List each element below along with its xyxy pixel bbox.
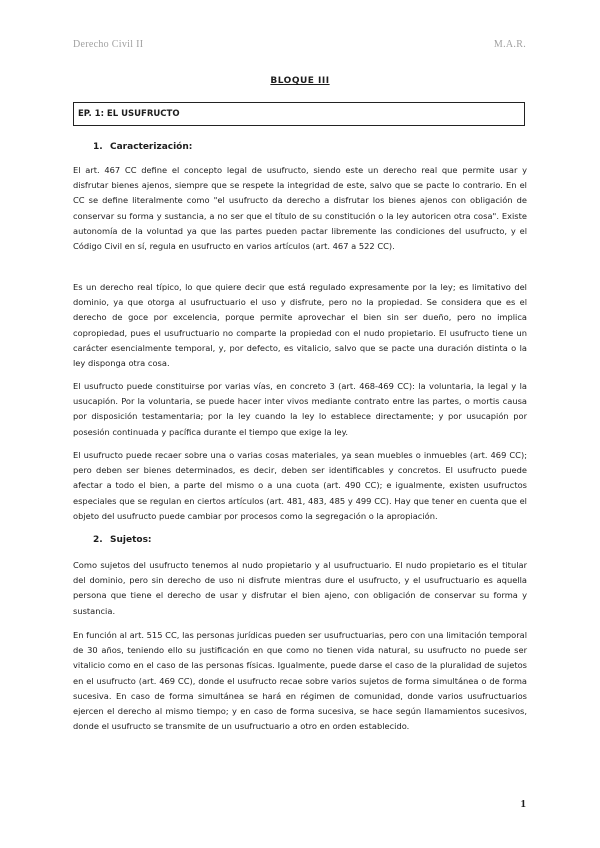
paragraph-object: El usufructo puede recaer sobre una o varias cosas materiales, ya sean muebles o inmuebles (art. 469 CC); pero deben ser bienes determinados, es decir, deben ser identificables y concretos. El usufructo puede afectar a todo el bien, a parte del mismo o a una cuota (art. 490 CC); e igualmente, existen usufructos especiales que se regulan en ciertos artículos (art. 481, 483, 485 y 499 CC). Hay que tener en cuenta que el objeto del usufructo puede cambiar por procesos como la segregación o la apropiación.	[73, 450, 527, 521]
running-header-left: Derecho Civil II	[73, 39, 144, 50]
section-heading-caracterizacion	[93, 142, 192, 152]
paragraph-definition: El art. 467 CC define el concepto legal de usufructo, siendo este un derecho real que permite usar y disfrutar bienes ajenos, siempre que se respete la integridad de este, salvo que se pacte lo contrario. En el CC se define literalmente como "el usufructo da derecho a disfrutar los bienes ajenos con obligación de conservar su forma y sustancia, a no ser que el título de su constitución o la ley autoricen otra cosa". Existe autonomía de la voluntad ya que las partes pueden pactar libremente las condiciones del usufructo, y el Código Civil en sí, regula en usufructo en varios artículos (art. 467 a 522 CC).	[73, 165, 527, 252]
section-heading-sujetos	[93, 535, 152, 545]
paragraph-legal-persons: En función al art. 515 CC, las personas jurídicas pueden ser usufructuarias, pero con una limitación temporal de 30 años, teniendo ello su justificación en que como no tienen vida natural, su usufructo no puede ser vitalicio como en el caso de las personas físicas. Igualmente, puede darse el caso de la pluralidad de sujetos en el usufructo (art. 469 CC), donde el usufructo recae sobre varios sujetos de forma simultánea o de forma sucesiva. En caso de forma simultánea se hará en régimen de comunidad, donde varios usufructuarios ejercen el derecho al mismo tiempo; y en caso de forma sucesiva, se hace según llamamientos sucesivos, donde el usufructo se transmite de un usufructuario a otro en orden establecido.	[73, 630, 527, 732]
block-title: BLOQUE III	[270, 76, 330, 86]
page-number: 1	[520, 798, 526, 810]
running-header-right: M.A.R.	[493, 39, 526, 50]
paragraph-real-right: Es un derecho real típico, lo que quiere decir que está regulado expresamente por la ley; es limitativo del dominio, ya que otorga al usufructuario el uso y disfrute, pero no la propiedad. Se considera que es el derecho de goce por excelencia, porque permite aprovechar el bien sin ser dueño, pero no implica copropiedad, pues el usufructuario no comparte la propiedad con el nudo propietario. El usufructo tiene un carácter esencialmente temporal, y, por defecto, es vitalicio, salvo que se pacte una duración distinta o la ley disponga otra cosa.	[73, 282, 527, 369]
section-title: Caracterización:	[110, 142, 193, 152]
paragraph-subjects: Como sujetos del usufructo tenemos al nudo propietario y al usufructuario. El nudo propietario es el titular del dominio, pero sin derecho de uso ni disfrute mientras dure el usufructo, y el usufructuario es aquella persona que tiene el derecho de usar y disfrutar el bien ajeno, con obligación de conservar su forma y sustancia.	[73, 560, 527, 616]
paragraph-constitution: El usufructo puede constituirse por varias vías, en concreto 3 (art. 468-469 CC): la voluntaria, la legal y la usucapión. Por la voluntaria, se puede hacer inter vivos mediante contrato entre las partes, o mortis causa por disposición testamentaria; por la ley cuando la ley lo establece directamente; y por usucapión por posesión continuada y pacífica durante el tiempo que exige la ley.	[73, 381, 527, 437]
episode-title-box	[73, 102, 525, 126]
section-number: 1.	[93, 142, 103, 152]
section-title: Sujetos:	[110, 535, 152, 545]
episode-title: EP. 1: EL USUFRUCTO	[78, 109, 180, 119]
section-number: 2.	[93, 535, 103, 545]
